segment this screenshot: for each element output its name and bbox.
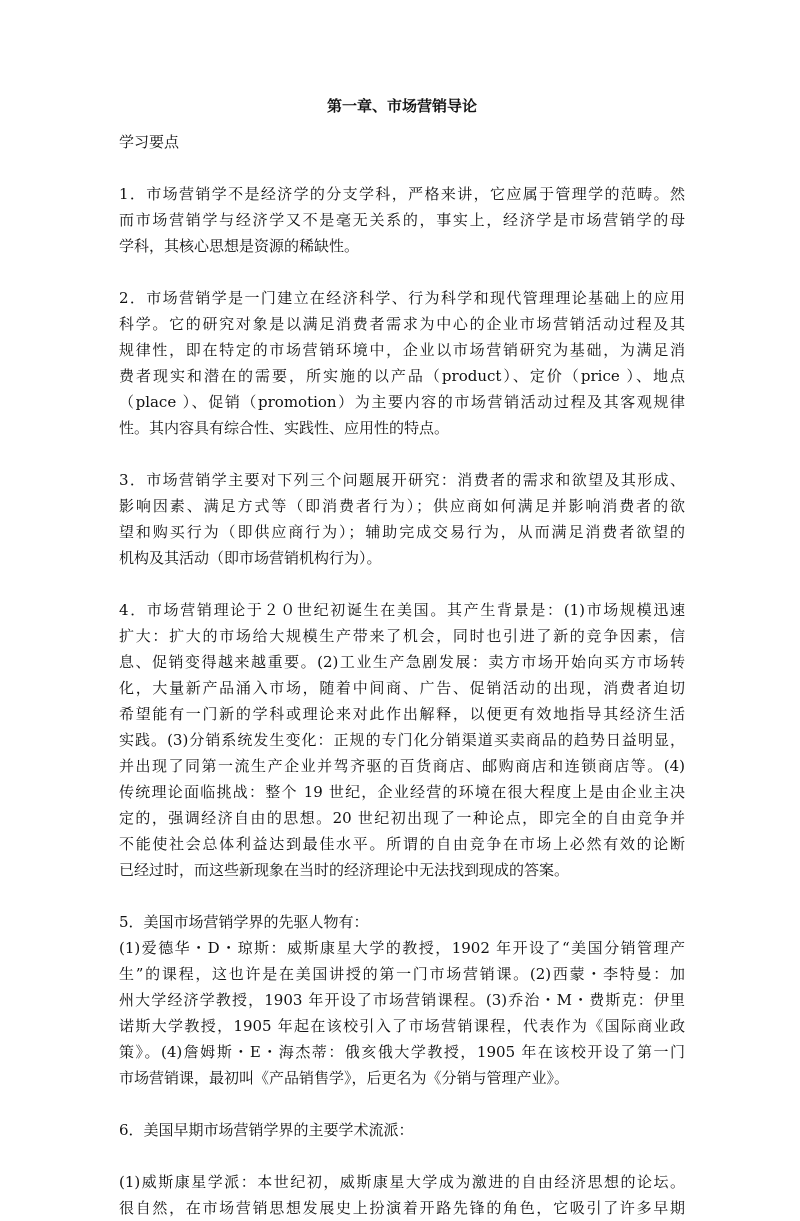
paragraph-line: 息、促销变得越来越重要。(2)工业生产急剧发展：卖方市场开始向买方市场转 — [119, 653, 685, 671]
paragraph-line: 学科，其核心思想是资源的稀缺性。 — [119, 237, 360, 255]
paragraph-line: 而市场营销学与经济学又不是毫无关系的，事实上，经济学是市场营销学的母 — [119, 211, 685, 229]
paragraph-line: 影响因素、满足方式等（即消费者行为）；供应商如何满足并影响消费者的欲 — [119, 497, 685, 515]
paragraph-line: （place ）、促销（promotion）为主要内容的市场营销活动过程及其客观规律 — [119, 393, 685, 411]
paragraph-line: 化，大量新产品涌入市场，随着中间商、广告、促销活动的出现，消费者迫切 — [119, 679, 685, 697]
paragraph-6 — [119, 1117, 685, 1143]
paragraph-4 — [119, 597, 685, 883]
paragraph-line: 5．美国市场营销学界的先驱人物有： — [119, 913, 369, 931]
paragraph-line: 希望能有一门新的学科或理论来对此作出解释，以便更有效地指导其经济生活 — [119, 705, 685, 723]
paragraph-5 — [119, 909, 685, 1091]
paragraph-line: 扩大：扩大的市场给大规模生产带来了机会，同时也引进了新的竞争因素，信 — [119, 627, 685, 645]
paragraph-line: 实践。(3)分销系统发生变化：正规的专门化分销渠道买卖商品的趋势日益明显， — [119, 731, 685, 749]
paragraph-line: 1．市场营销学不是经济学的分支学科，严格来讲，它应属于管理学的范畴。然 — [119, 185, 685, 203]
paragraph-line: 市场营销课，最初叫《产品销售学》，后更名为《分销与管理产业》。 — [119, 1069, 570, 1087]
paragraph-line: 3．市场营销学主要对下列三个问题展开研究：消费者的需求和欲望及其形成、 — [119, 471, 685, 489]
paragraph-line: 4．市场营销理论于２０世纪初诞生在美国。其产生背景是：(1)市场规模迅速 — [119, 601, 685, 619]
paragraph-line: 2．市场营销学是一门建立在经济科学、行为科学和现代管理理论基础上的应用 — [119, 289, 685, 307]
paragraph-line: (1)威斯康星学派：本世纪初，威斯康星大学成为激进的自由经济思想的论坛。 — [119, 1173, 685, 1191]
paragraph-line: 机构及其活动（即市场营销机构行为）。 — [119, 549, 382, 567]
paragraph-line: 科学。它的研究对象是以满足消费者需求为中心的企业市场营销活动过程及其 — [119, 315, 685, 333]
paragraph-7 — [119, 1169, 685, 1221]
paragraph-line: 不能使社会总体利益达到最佳水平。所谓的自由竞争在市场上必然有效的论断 — [119, 835, 685, 853]
paragraph-3 — [119, 467, 685, 571]
paragraph-line: 6．美国早期市场营销学界的主要学术流派： — [119, 1121, 414, 1139]
paragraph-line: 望和购买行为（即供应商行为）；辅助完成交易行为，从而满足消费者欲望的 — [119, 523, 685, 541]
paragraph-line: (1)爱德华・D・琼斯：威斯康星大学的教授，1902 年开设了“美国分销管理产 — [119, 939, 685, 957]
paragraph-line: 性。其内容具有综合性、实践性、应用性的特点。 — [119, 419, 450, 437]
paragraph-line: 很自然，在市场营销思想发展史上扮演着开路先锋的角色，它吸引了许多早期 — [119, 1199, 685, 1217]
paragraph-line: 州大学经济学教授，1903 年开设了市场营销课程。(3)乔治・M・费斯克：伊里 — [119, 991, 685, 1009]
paragraph-1 — [119, 181, 685, 259]
paragraph-line: 并出现了同第一流生产企业并驾齐驱的百货商店、邮购商店和连锁商店等。(4) — [119, 757, 685, 775]
paragraph-line: 规律性，即在特定的市场营销环境中，企业以市场营销研究为基础，为满足消 — [119, 341, 685, 359]
paragraph-2 — [119, 285, 685, 441]
section-heading: 学习要点 — [119, 133, 180, 151]
paragraph-line: 已经过时，而这些新现象在当时的经济理论中无法找到现成的答案。 — [119, 861, 570, 879]
chapter-title: 第一章、市场营销导论 — [326, 97, 477, 115]
paragraph-line: 策》。(4)詹姆斯・E・海杰蒂：俄亥俄大学教授，1905 年在该校开设了第一门 — [119, 1043, 685, 1061]
paragraph-line: 费者现实和潜在的需要，所实施的以产品（product）、定价（price ）、地点 — [119, 367, 685, 385]
paragraph-line: 定的，强调经济自由的思想。20 世纪初出现了一种论点，即完全的自由竞争并 — [119, 809, 685, 827]
document-page — [119, 93, 685, 1221]
paragraph-line: 生”的课程，这也许是在美国讲授的第一门市场营销课。(2)西蒙・李特曼：加 — [119, 965, 685, 983]
paragraph-line: 传统理论面临挑战：整个 19 世纪，企业经营的环境在很大程度上是由企业主决 — [119, 783, 685, 801]
paragraph-line: 诺斯大学教授，1905 年起在该校引入了市场营销课程，代表作为《国际商业政 — [119, 1017, 685, 1035]
